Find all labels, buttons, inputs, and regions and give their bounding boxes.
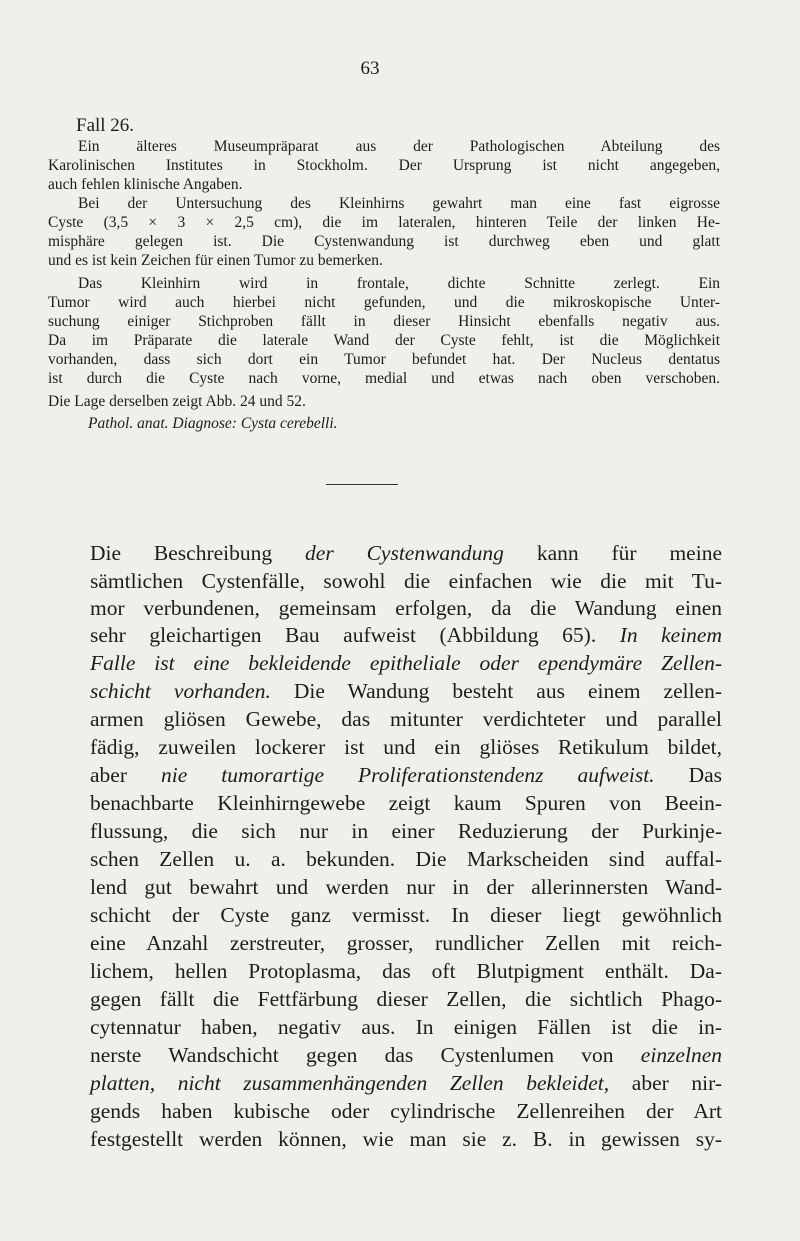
case-text-line (48, 294, 720, 311)
text-run: nerste Wandschicht gegen das Cystenlumen von (90, 1043, 641, 1067)
body-text-line (90, 540, 722, 566)
case-title: Fall 26. (76, 115, 135, 136)
italic-text-run: Falle ist eine bekleidende epitheliale oder ependymäre Zellen- (90, 651, 722, 675)
section-divider (326, 484, 398, 485)
text-run: misphäre gelegen ist. Die Cystenwandung ist durchweg eben und glatt (48, 233, 720, 250)
italic-text-run: platten, nicht zusammenhängenden Zellen bekleidet, (90, 1071, 610, 1095)
text-run: mor verbundenen, gemeinsam erfolgen, da die Wandung einen (90, 596, 722, 620)
body-text-line (90, 706, 722, 732)
text-run: Bei der Untersuchung des Kleinhirns gewahrt man eine fast eigrosse (78, 195, 720, 212)
text-run: aber (90, 763, 161, 787)
text-run: sämtlichen Cystenfälle, sowohl die einfachen wie die mit Tu- (90, 569, 722, 593)
case-text-line (78, 138, 720, 155)
case-text-line (48, 214, 720, 231)
italic-text-run: In keinem (619, 623, 722, 647)
case-text-line (48, 233, 720, 250)
text-run: gends haben kubische oder cylindrische Zellenreihen der Art (90, 1099, 722, 1123)
body-text-line (90, 1014, 722, 1040)
case-text-line (48, 176, 720, 193)
body-text-line (90, 930, 722, 956)
case-text-line (48, 393, 720, 410)
text-run: festgestellt werden können, wie man sie z. B. in gewissen sy- (90, 1127, 722, 1151)
case-text-line (48, 370, 720, 387)
body-text-line (90, 762, 722, 788)
body-text-line (90, 595, 722, 621)
text-run: lichem, hellen Protoplasma, das oft Blutpigment enthält. Da- (90, 959, 722, 983)
italic-text-run: Pathol. anat. Diagnose: Cysta cerebelli. (88, 415, 338, 432)
italic-text-run: der Cystenwandung (305, 541, 504, 565)
italic-text-run: einzelnen (640, 1043, 722, 1067)
body-text-line (90, 622, 722, 648)
body-text-line (90, 1070, 722, 1096)
case-text-line (48, 252, 720, 269)
text-run: Die Lage derselben zeigt Abb. 24 und 52. (48, 393, 306, 410)
text-run: Das (654, 763, 722, 787)
text-run: suchung einiger Stichproben fällt in dieser Hinsicht ebenfalls negativ aus. (48, 313, 720, 330)
text-run: und es ist kein Zeichen für einen Tumor zu bemerken. (48, 252, 383, 269)
case-text-line (48, 351, 720, 368)
body-text-line (90, 874, 722, 900)
text-run: Tumor wird auch hierbei nicht gefunden, und die mikroskopische Unter- (48, 294, 720, 311)
text-run: vorhanden, dass sich dort ein Tumor befundet hat. Der Nucleus dentatus (48, 351, 720, 368)
text-run: flussung, die sich nur in einer Reduzierung der Purkinje- (90, 819, 722, 843)
case-text-line (78, 275, 720, 292)
case-text-line (48, 157, 720, 174)
italic-text-run: schicht vorhanden. (90, 679, 271, 703)
body-text-line (90, 902, 722, 928)
body-text-line (90, 1126, 722, 1152)
body-text-line (90, 678, 722, 704)
text-run: benachbarte Kleinhirngewebe zeigt kaum Spuren von Beein- (90, 791, 722, 815)
text-run: cytennatur haben, negativ aus. In einigen Fällen ist die in- (90, 1015, 722, 1039)
case-text-line (48, 332, 720, 349)
body-text-line (90, 818, 722, 844)
text-run: schen Zellen u. a. bekunden. Die Markscheiden sind auffal- (90, 847, 722, 871)
text-run: gegen fällt die Fettfärbung dieser Zellen, die sichtlich Phago- (90, 987, 722, 1011)
text-run: fädig, zuweilen lockerer ist und ein gliöses Retikulum bildet, (90, 735, 722, 759)
text-run: schicht der Cyste ganz vermisst. In dieser liegt gewöhnlich (90, 903, 722, 927)
text-run: auch fehlen klinische Angaben. (48, 176, 243, 193)
case-text-line (78, 195, 720, 212)
text-run: ist durch die Cyste nach vorne, medial und etwas nach oben verschoben. (48, 370, 720, 387)
text-run: Das Kleinhirn wird in frontale, dichte Schnitte zerlegt. Ein (78, 275, 720, 292)
case-text-line (48, 313, 720, 330)
text-run: Die Beschreibung (90, 541, 306, 565)
text-run: lend gut bewahrt und werden nur in der allerinnersten Wand- (90, 875, 722, 899)
body-text-line (90, 568, 722, 594)
italic-text-run: nie tumorartige Proliferationstendenz aufweist. (161, 763, 655, 787)
body-text-line (90, 1042, 722, 1068)
body-text-line (90, 986, 722, 1012)
text-run: Cyste (3,5 × 3 × 2,5 cm), die im lateralen, hinteren Teile der linken He- (48, 214, 720, 231)
text-run: Ein älteres Museumpräparat aus der Pathologischen Abteilung des (78, 138, 720, 155)
page-number: 63 (360, 58, 380, 79)
text-run: Karolinischen Institutes in Stockholm. Der Ursprung ist nicht angegeben, (48, 157, 720, 174)
body-text-line (90, 958, 722, 984)
body-text-line (90, 1098, 722, 1124)
body-text-line (90, 650, 722, 676)
body-text-line (90, 846, 722, 872)
case-text-line (88, 415, 720, 432)
body-text-line (90, 734, 722, 760)
body-text-line (90, 790, 722, 816)
text-run: eine Anzahl zerstreuter, grosser, rundlicher Zellen mit reich- (90, 931, 722, 955)
text-run: Die Wandung besteht aus einem zellen- (270, 679, 723, 703)
text-run: aber nir- (609, 1071, 723, 1095)
text-run: kann für meine (503, 541, 722, 565)
text-run: Da im Präparate die laterale Wand der Cyste fehlt, ist die Möglichkeit (48, 332, 720, 349)
text-run: armen gliösen Gewebe, das mitunter verdichteter und parallel (90, 707, 722, 731)
text-run: sehr gleichartigen Bau aufweist (Abbildung 65). (90, 623, 620, 647)
